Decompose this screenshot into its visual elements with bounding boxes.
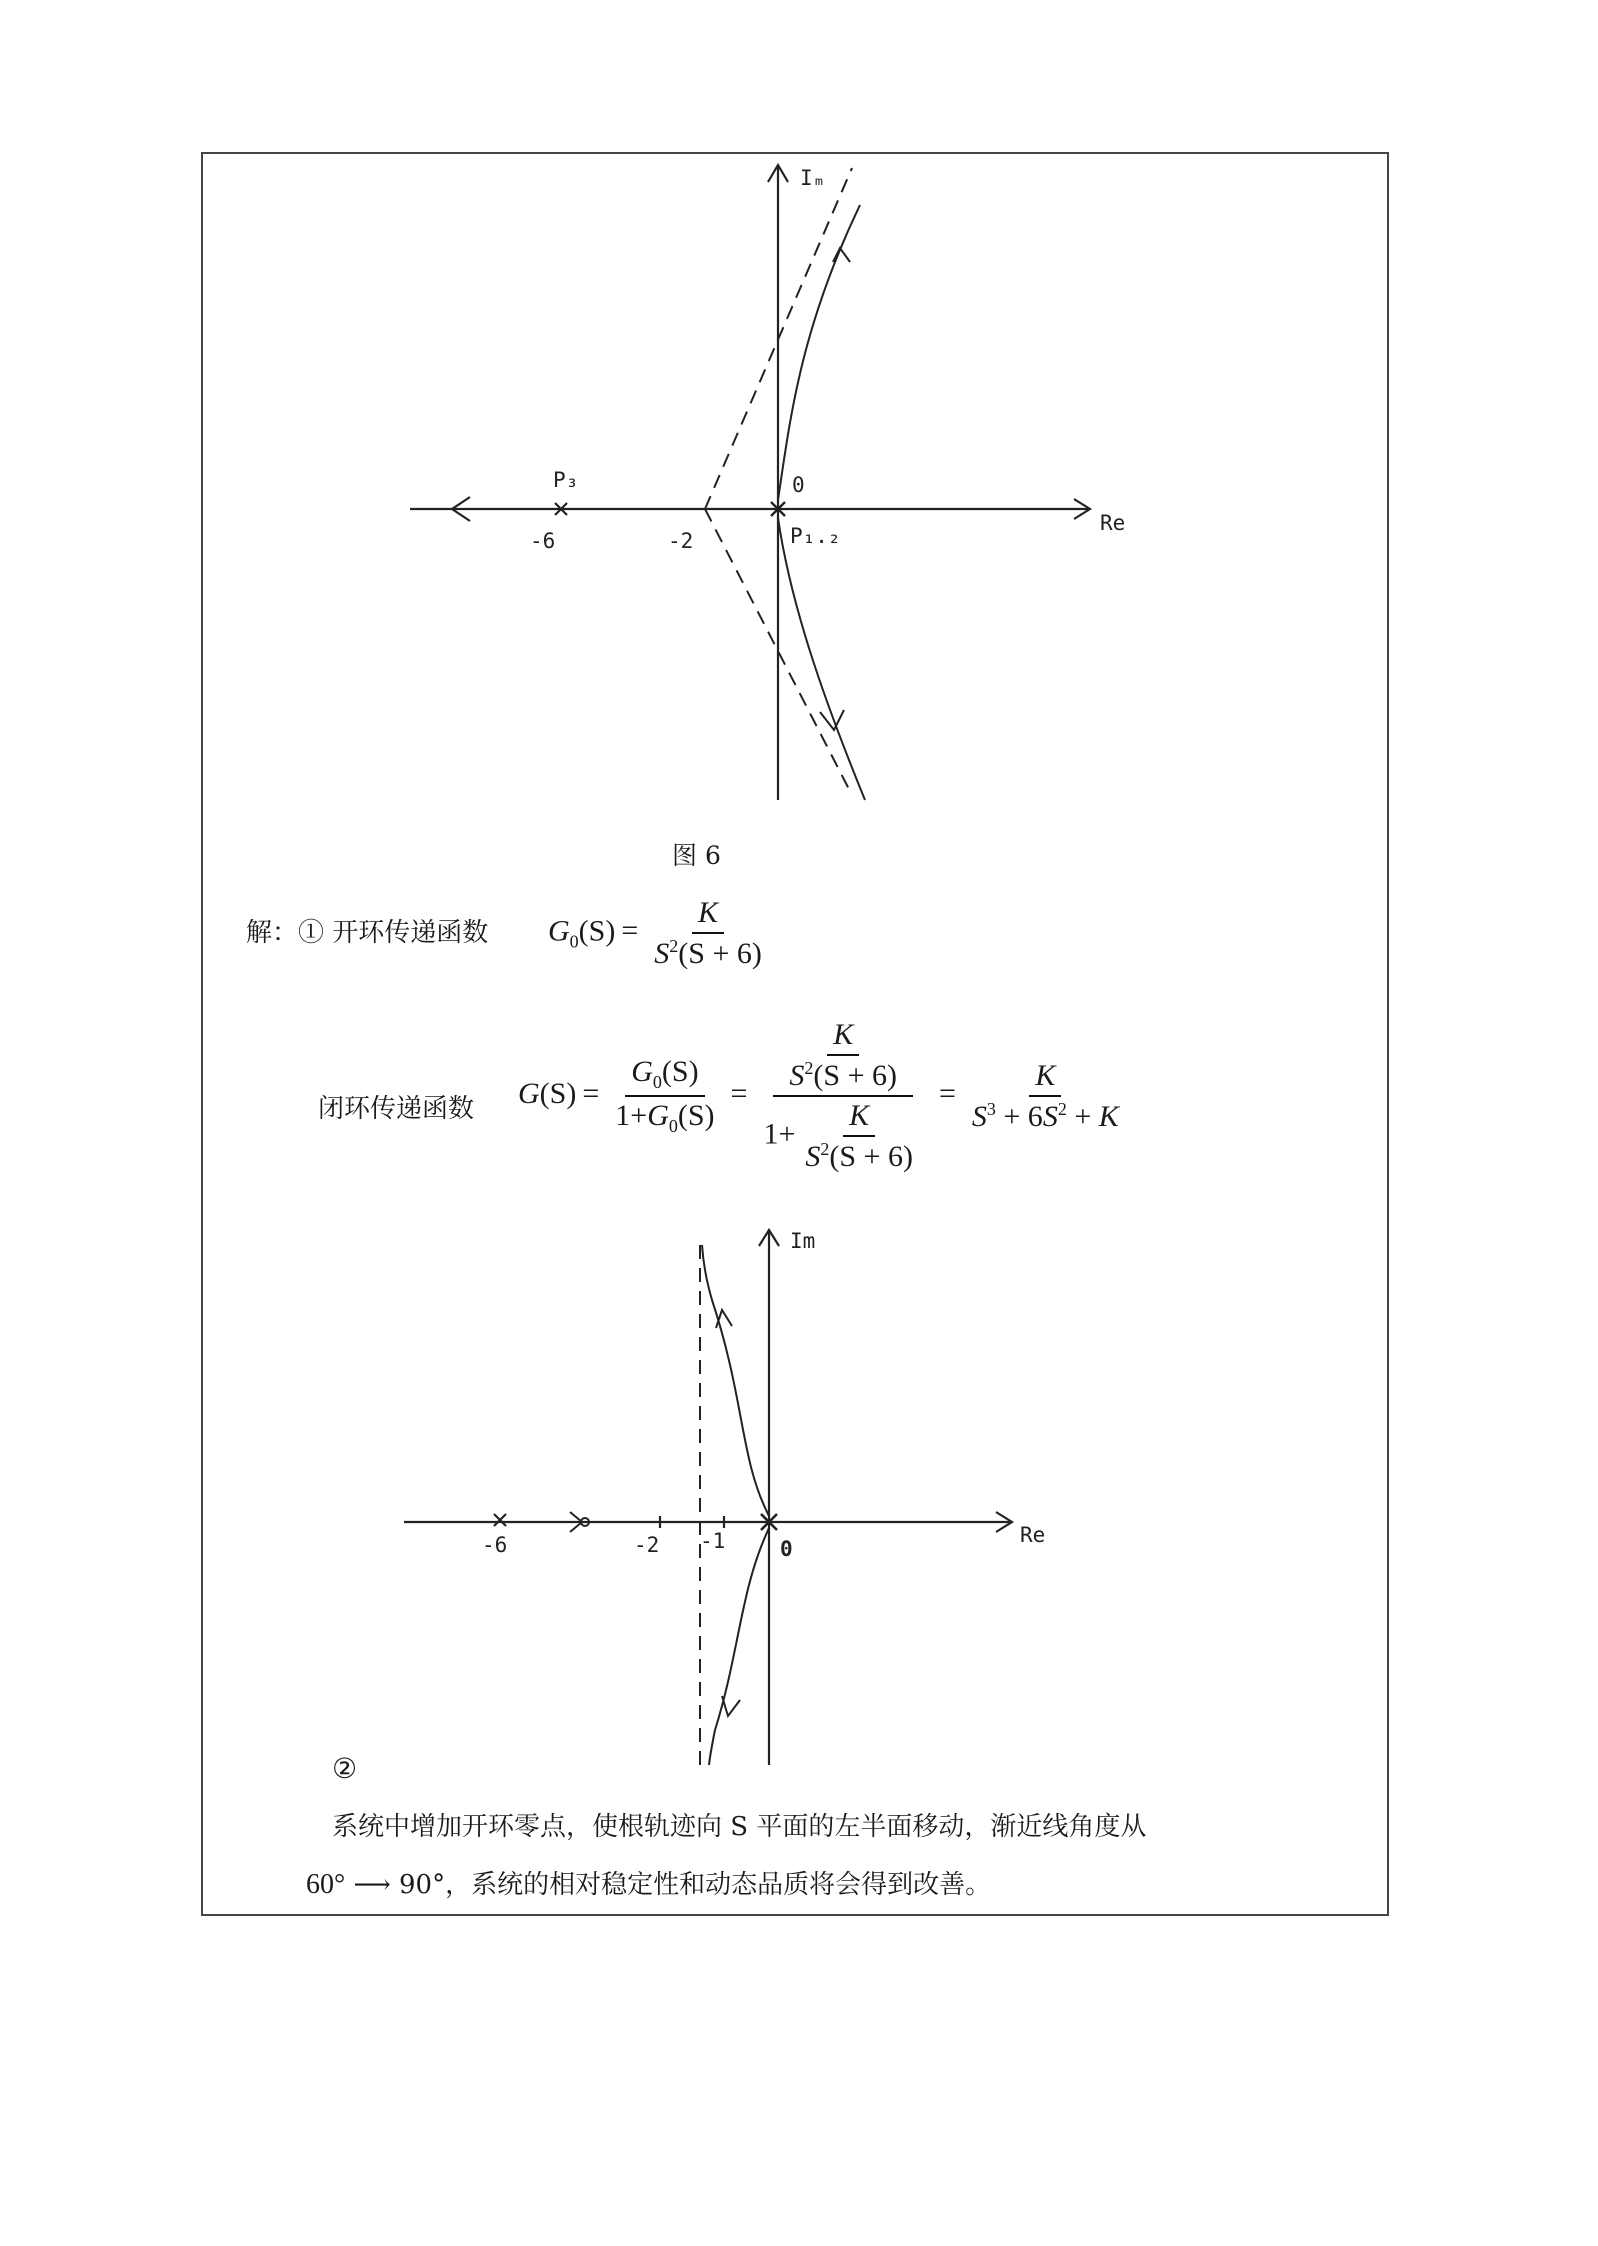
- closed-loop-equation: G(S) = $\frac{G_0(S)}{1+G_0(S)}$ = $\frac{K}{S^2(S + 6)}$ 1+ $\frac{K}{S^2(S + 6)}$ = $\frac{K}{S^3 + 6S^2 + K}$: [518, 1018, 1119, 1173]
- re-label-2: Re: [1020, 1523, 1046, 1547]
- open-loop-arg: (S): [578, 914, 616, 948]
- open-loop-num: K: [692, 896, 724, 934]
- origin-label-2: 0: [780, 1537, 793, 1561]
- angle-to-and-conclusion: 90°，系统的相对稳定性和动态品质将会得到改善。: [399, 1870, 992, 1900]
- solution-intro: 解：① 开环传递函数: [246, 918, 489, 948]
- locus-arrow-up-2: [716, 1310, 732, 1328]
- part2-line1: 系统中增加开环零点，使根轨迹向 S 平面的左半面移动，渐近线角度从: [332, 1812, 1147, 1842]
- open-loop-den-exp: 2: [669, 936, 679, 956]
- pole-minus6: [494, 1514, 506, 1526]
- locus-arrow-down-2: [722, 1696, 740, 1716]
- p12-label: P₁.₂: [790, 524, 841, 548]
- locus-lower-2: [709, 1528, 769, 1765]
- tick-minus2-1: -2: [668, 529, 694, 553]
- im-label-1: Iₘ: [800, 166, 826, 190]
- figure-caption: 图 6: [672, 841, 721, 870]
- tick-minus2-2: -2: [634, 1533, 660, 1557]
- im-label-2: Im: [790, 1229, 816, 1253]
- tick-minus6-2: -6: [482, 1533, 508, 1557]
- locus-upper-2: [702, 1245, 769, 1516]
- closed-loop-label: 闭环传递函数: [318, 1094, 475, 1124]
- part2-line2: [306, 1864, 991, 1901]
- re-label-1: Re: [1100, 511, 1126, 535]
- angle-arrow: ⟶: [353, 1870, 391, 1900]
- tick-minus6-1: -6: [530, 529, 556, 553]
- origin-label-1: 0: [792, 473, 805, 497]
- open-loop-equation: $G_0(S)$ = $\frac{K}{S^2(S + 6)}$: [548, 896, 762, 970]
- open-loop-lhs: G: [548, 914, 570, 948]
- p3-label: P₃: [553, 468, 579, 492]
- open-loop-sub: 0: [569, 931, 579, 952]
- part2-marker: ②: [332, 1752, 358, 1785]
- open-loop-den-a: S: [654, 937, 670, 970]
- tick-minus1-2: -1: [700, 1529, 726, 1553]
- angle-from: 60°: [306, 1869, 346, 1900]
- open-loop-den-b: (S + 6): [678, 937, 762, 970]
